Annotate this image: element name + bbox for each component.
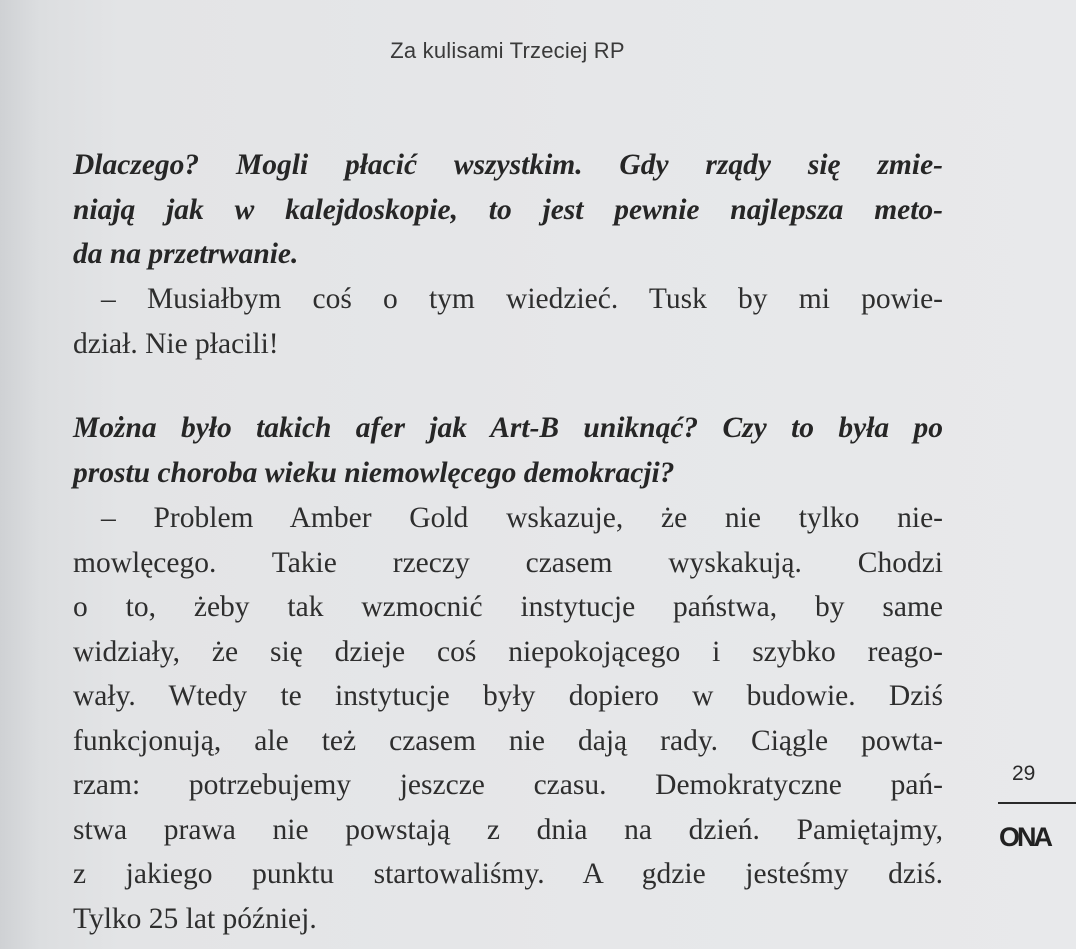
text-line: prostu choroba wieku niemowlęcego demokracji? (73, 456, 675, 489)
text-line: Można było takich afer jak Art-B uniknąć? Czy to była po (73, 412, 943, 444)
text-line: wały. Wtedy te instytucje były dopiero w budowie. Dziś (73, 680, 943, 712)
svg-text:ONA: ONA (999, 822, 1050, 852)
text-line: – Musiałbym coś o tym wiedzieć. Tusk by mi powie- (101, 283, 943, 315)
question-1 (73, 143, 943, 277)
text-line: niają jak w kalejdoskopie, to jest pewnie najlepsza meto- (73, 193, 943, 226)
text-line: da na przetrwanie. (73, 238, 299, 270)
publisher-logo-icon (999, 818, 1055, 852)
text-line: z jakiego punktu startowaliśmy. A gdzie jesteśmy dziś. (73, 858, 943, 890)
text-line: Tylko 25 lat później. (73, 902, 317, 935)
text-line: Dlaczego? Mogli płacić wszystkim. Gdy rządy się zmie- (73, 149, 943, 181)
text-line: stwa prawa nie powstają z dnia na dzień. Pamiętajmy, (73, 813, 943, 846)
text-line: funkcjonują, ale też czasem nie dają rady. Ciągle powta- (73, 724, 943, 757)
page-number-rule (998, 802, 1076, 804)
text-line: o to, żeby tak wzmocnić instytucje państwa, by same (73, 591, 943, 623)
answer-1 (73, 277, 943, 366)
question-2 (73, 406, 943, 495)
text-line: dział. Nie płacili! (73, 327, 279, 360)
page-number: 29 (1012, 762, 1036, 785)
text-line: mowlęcego. Takie rzeczy czasem wyskakują. Chodzi (73, 546, 943, 579)
text-line: rzam: potrzebujemy jeszcze czasu. Demokratyczne pań- (73, 769, 943, 801)
text-line: widziały, że się dzieje coś niepokojącego i szybko reago- (73, 635, 943, 668)
running-head: Za kulisami Trzeciej RP (390, 38, 625, 63)
answer-2 (73, 496, 943, 941)
text-line: – Problem Amber Gold wskazuje, że nie tylko nie- (101, 502, 943, 534)
